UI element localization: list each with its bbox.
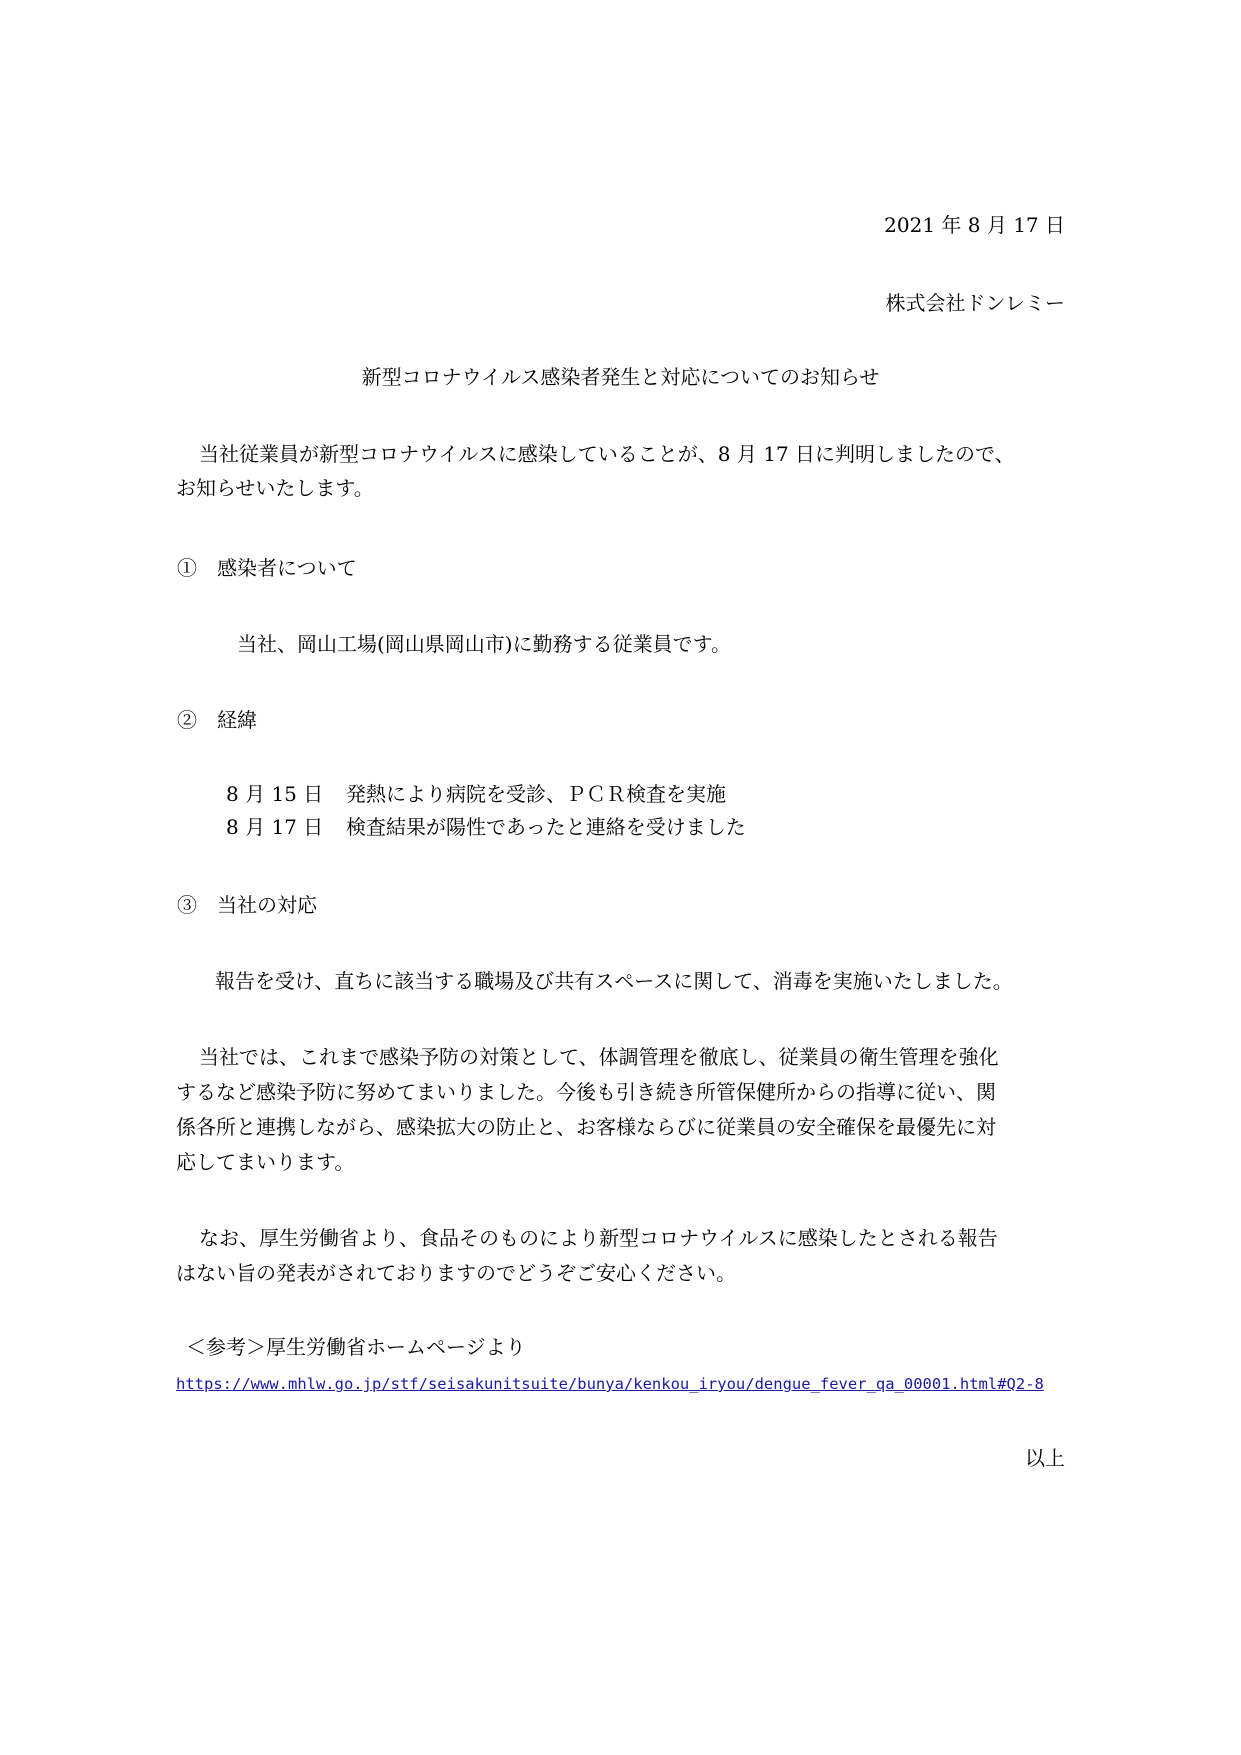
measures-line-1: 当社では、これまで感染予防の対策として、体調管理を徹底し、従業員の衛生管理を強化 [199,1045,999,1069]
section-3-heading: ③ 当社の対応 [177,893,317,917]
closing-text: 以上 [1025,1446,1065,1470]
reference-label: ＜参考＞厚生労働省ホームページより [186,1335,526,1359]
timeline-date: 8 月 15 日 [226,782,324,806]
note-line-1: なお、厚生労働省より、食品そのものにより新型コロナウイルスに感染したとされる報告 [199,1226,998,1250]
company-name: 株式会社ドンレミー [885,291,1065,315]
reference-link[interactable]: https://www.mhlw.go.jp/stf/seisakunitsuite/bunya/kenkou_iryou/dengue_fever_qa_00001.html#Q2-8 [176,1375,1044,1393]
timeline-row [226,813,746,841]
timeline-text: 検査結果が陽性であったと連絡を受けました [346,815,746,839]
intro-line-1: 当社従業員が新型コロナウイルスに感染していることが、8 月 17 日に判明しましたので、 [199,442,1015,466]
timeline-row [226,780,726,808]
section-2-heading: ② 経緯 [177,708,257,732]
document-date: 2021 年 8 月 17 日 [884,213,1065,237]
document-title: 新型コロナウイルス感染者発生と対応についてのお知らせ [361,365,880,389]
section-1-body: 当社、岡山工場(岡山県岡山市)に勤務する従業員です。 [237,632,732,656]
section-1-heading: ① 感染者について [177,556,357,580]
note-line-2: はない旨の発表がされておりますのでどうぞご安心ください。 [176,1261,736,1285]
timeline-text: 発熱により病院を受診、ＰＣＲ検査を実施 [346,782,726,806]
section-3-body: 報告を受け、直ちに該当する職場及び共有スペースに関して、消毒を実施いたしました。 [215,969,1013,993]
measures-line-3: 係各所と連携しながら、感染拡大の防止と、お客様ならびに従業員の安全確保を最優先に対 [176,1115,996,1139]
measures-line-2: するなど感染予防に努めてまいりました。今後も引き続き所管保健所からの指導に従い、関 [176,1080,996,1104]
intro-line-2: お知らせいたします。 [176,476,374,500]
timeline-date: 8 月 17 日 [226,815,324,839]
measures-line-4: 応してまいります。 [176,1150,355,1174]
